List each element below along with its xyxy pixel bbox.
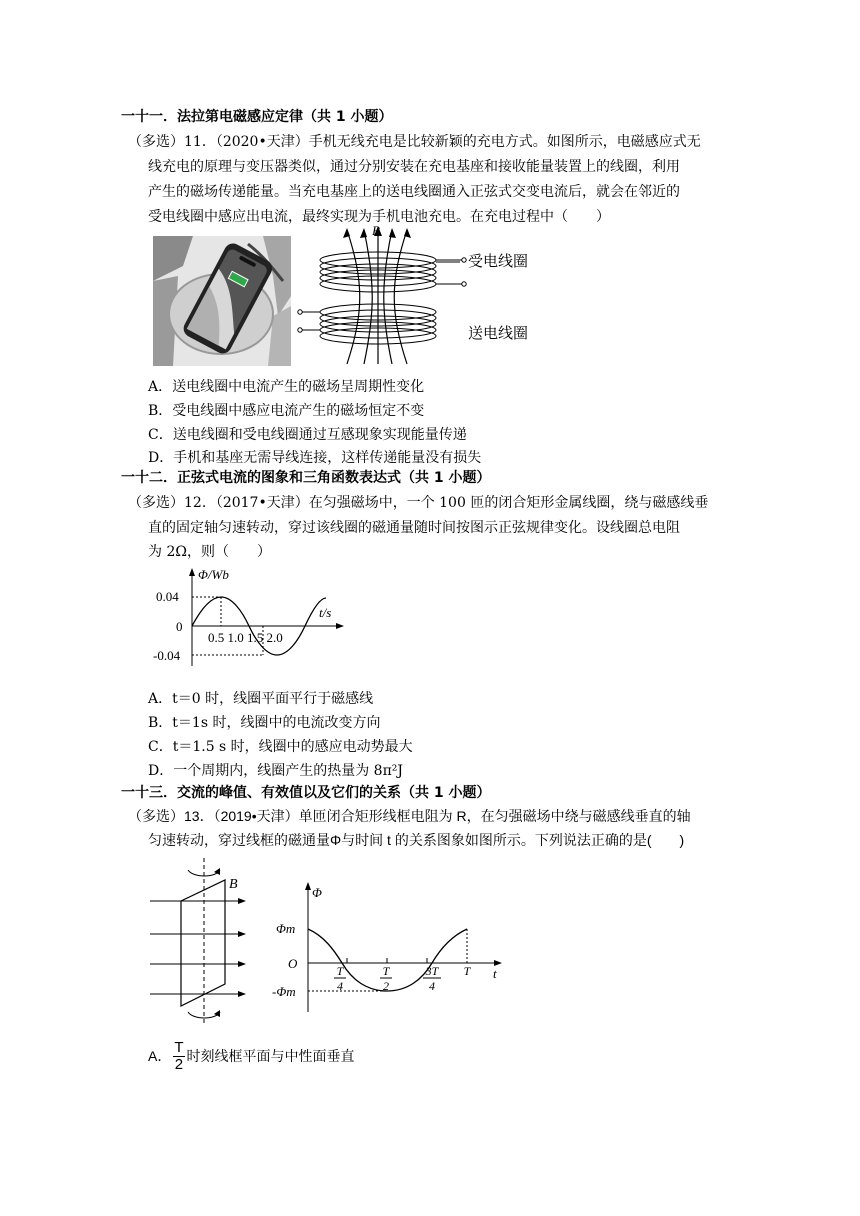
- section-title-13: 一十三．交流的峰值、有效值以及它们的关系（共 1 小题）: [121, 785, 491, 801]
- tick-t4-den: 4: [337, 979, 343, 993]
- option-b: B．受电线圈中感应电流产生的磁场恒定不变: [148, 403, 425, 419]
- section-title-12: 一十二．正弦式电流的图象和三角函数表达式（共 1 小题）: [121, 470, 491, 486]
- option-prefix: A．: [148, 1048, 172, 1064]
- question-line: 受电线圈中感应出电流，最终实现为手机电池充电。在充电过程中（ ）: [148, 209, 610, 225]
- option-d: D．一个周期内，线圈产生的热量为 8π²J: [148, 763, 404, 779]
- question-line: 直的固定轴匀速转动，穿过该线圈的磁通量随时间按图示正弦规律变化。设线圈总电阻: [148, 520, 680, 536]
- option-text: 时刻线框平面与中性面垂直: [186, 1048, 355, 1064]
- rotating-frame-diagram: [148, 856, 258, 1028]
- tick-t2-num: T: [382, 964, 390, 978]
- question-line: 为 2Ω，则（ ）: [148, 544, 271, 560]
- phim-label: Φm: [276, 921, 296, 936]
- option-a: A．t＝0 时，线圈平面平行于磁感线: [148, 691, 374, 707]
- fraction-numerator: T: [174, 1038, 184, 1056]
- question-line: （多选）12．（2017•天津）在匀强磁场中，一个 100 匝的闭合矩形金属线圈，绕与磁感线垂: [128, 495, 709, 511]
- y-tick-neg: -0.04: [153, 648, 181, 663]
- tick-t2-den: 2: [383, 979, 389, 993]
- y-axis-label: Φ/Wb: [198, 567, 229, 582]
- question-line: （多选）13．（2019•天津）单匝闭合矩形线框电阻为 R，在匀强磁场中绕与磁感线垂直的轴: [128, 808, 691, 824]
- b-field-label: B: [372, 223, 380, 238]
- origin-label: O: [288, 956, 298, 971]
- question-line: （多选）11．（2020•天津）手机无线充电是比较新颖的充电方式。如图所示，电磁感应式无: [128, 134, 701, 150]
- phi-axis-label: Φ: [312, 885, 322, 900]
- y-tick-zero: 0: [176, 619, 183, 634]
- option-b: B．t＝1s 时，线圈中的电流改变方向: [148, 715, 381, 731]
- tick-t-label: T: [463, 964, 471, 978]
- x-ticks: 0.5 1.0 1.5 2.0: [208, 630, 283, 645]
- flux-sine-graph: [148, 566, 348, 670]
- option-a: A．送电线圈中电流产生的磁场呈周期性变化: [148, 379, 425, 395]
- question-line: 匀速转动，穿过线框的磁通量Φ与时间 t 的关系图象如图所示。下列说法正确的是( ): [148, 832, 685, 848]
- x-axis-label: t/s: [319, 605, 332, 620]
- question-line: 产生的磁场传递能量。当充电基座上的送电线圈通入正弦式交变电流后，就会在邻近的: [148, 184, 680, 200]
- option-c: C．送电线圈和受电线圈通过互感现象实现能量传递: [148, 427, 467, 443]
- option-c: C．t＝1.5 s 时，线圈中的感应电动势最大: [148, 739, 413, 755]
- flux-cosine-graph: [272, 880, 512, 1016]
- option-a: [148, 1038, 355, 1074]
- tick-t4-num: T: [336, 964, 344, 978]
- send-coil-label: 送电线圈: [468, 325, 529, 342]
- section-title-11: 一十一．法拉第电磁感应定律（共 1 小题）: [121, 109, 393, 125]
- receive-coil-label: 受电线圈: [468, 253, 529, 270]
- question-line: 线充电的原理与变压器类似，通过分别安装在充电基座和接收能量装置上的线圈，利用: [148, 159, 680, 175]
- coil-diagram: [292, 222, 552, 368]
- tick-3t4-num: 3T: [425, 964, 439, 978]
- b-field-label: B: [229, 877, 238, 892]
- phone-charging-photo: [153, 236, 291, 366]
- fraction-t-over-2: [173, 1040, 184, 1073]
- t-axis-label: t: [493, 966, 497, 981]
- neg-phim-label: -Φm: [272, 984, 296, 999]
- option-d: D．手机和基座无需导线连接，这样传递能量没有损失: [148, 450, 482, 466]
- fraction-denominator: 2: [174, 1055, 184, 1073]
- tick-3t4-den: 4: [429, 979, 435, 993]
- y-tick-pos: 0.04: [156, 589, 179, 604]
